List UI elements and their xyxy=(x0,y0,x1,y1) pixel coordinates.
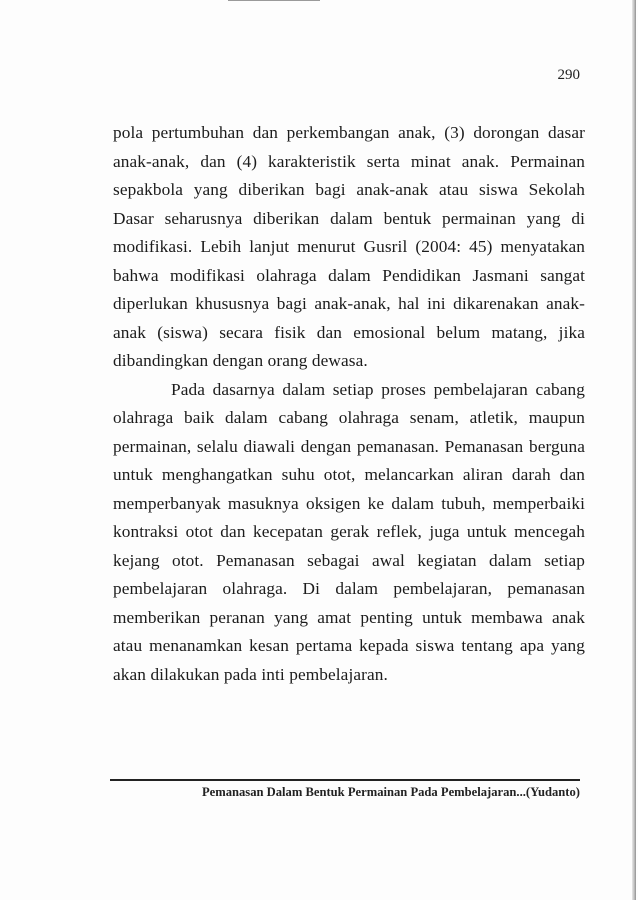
page-edge-right xyxy=(632,0,636,900)
footer-rule xyxy=(110,779,580,781)
running-footer: Pemanasan Dalam Bentuk Permainan Pada Pembelajaran...(Yudanto) xyxy=(201,785,580,799)
page-number: 290 xyxy=(557,67,580,83)
paragraph-1: pola pertumbuhan dan perkembangan anak, (3) dorongan dasar anak-anak, dan (4) karakteristik serta minat anak. Permainan sepakbola yang diberikan bagi anak-anak atau siswa Sekolah Dasar seharusnya diberikan dalam bentuk permainan yang di modifikasi. Lebih lanjut menurut Gusril (2004: 45) menyatakan bahwa modifikasi olahraga dalam Pendidikan Jasmani sangat diperlukan khususnya bagi anak-anak, hal ini dikarenakan anak-anak (siswa) secara fisik dan emosional belum matang, jika dibandingkan dengan orang dewasa. xyxy=(113,123,585,370)
page-edge-top xyxy=(228,0,320,1)
body-text xyxy=(113,119,585,689)
paragraph-2: Pada dasarnya dalam setiap proses pembelajaran cabang olahraga baik dalam cabang olahraga senam, atletik, maupun permainan, selalu diawali dengan pemanasan. Pemanasan berguna untuk menghangatkan suhu otot, melancarkan aliran darah dan memperbanyak masuknya oksigen ke dalam tubuh, memperbaiki kontraksi otot dan kecepatan gerak reflek, juga untuk mencegah kejang otot. Pemanasan sebagai awal kegiatan dalam setiap pembelajaran olahraga. Di dalam pembelajaran, pemanasan memberikan peranan yang amat penting untuk membawa anak atau menanamkan kesan pertama kepada siswa tentang apa yang akan dilakukan pada inti pembelajaran. xyxy=(113,379,585,684)
